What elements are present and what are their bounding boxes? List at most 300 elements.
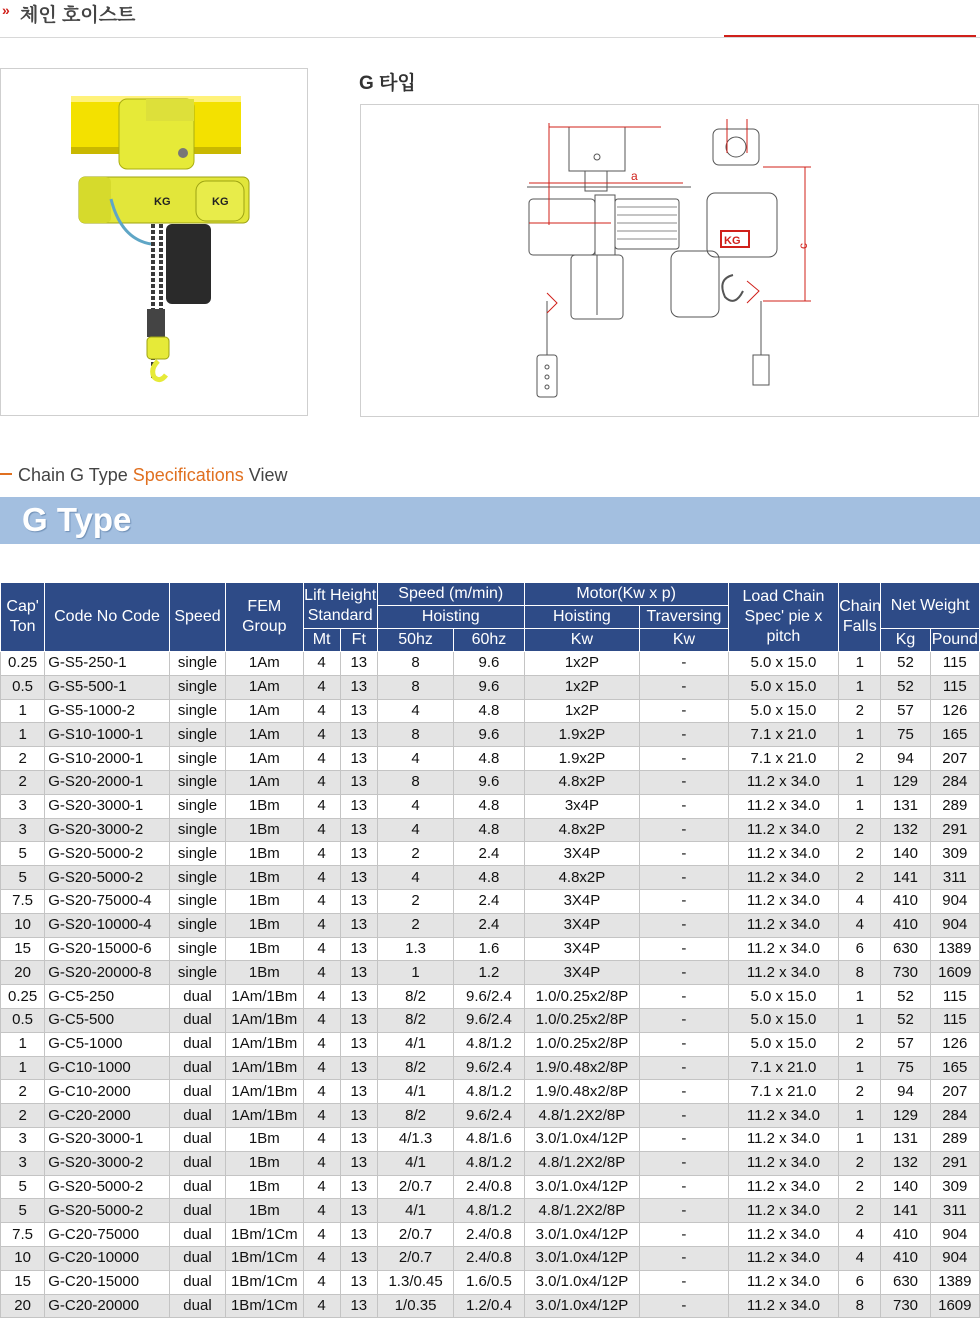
table-cell: 1Bm xyxy=(226,1199,303,1223)
table-cell: G-S20-5000-2 xyxy=(45,842,170,866)
table-cell: 2/0.7 xyxy=(377,1223,453,1247)
table-cell: 1Bm/1Cm xyxy=(226,1246,303,1270)
table-cell: 131 xyxy=(881,1127,930,1151)
table-cell: - xyxy=(640,842,728,866)
table-cell: 1Bm xyxy=(226,961,303,985)
table-cell: dual xyxy=(169,1270,225,1294)
table-cell: 11.2 x 34.0 xyxy=(728,842,839,866)
table-row xyxy=(1,1127,980,1151)
table-cell: 52 xyxy=(881,985,930,1009)
table-cell: 4 xyxy=(377,699,453,723)
table-cell: 9.6/2.4 xyxy=(454,985,524,1009)
table-cell: single xyxy=(169,913,225,937)
table-cell: 1609 xyxy=(930,961,979,985)
table-cell: G-C20-15000 xyxy=(45,1270,170,1294)
table-cell: 1 xyxy=(839,652,881,676)
table-cell: 4 xyxy=(303,747,340,771)
table-cell: 5 xyxy=(1,866,45,890)
table-cell: single xyxy=(169,818,225,842)
table-cell: G-C5-250 xyxy=(45,985,170,1009)
table-cell: 5.0 x 15.0 xyxy=(728,1008,839,1032)
col-pound: Pound xyxy=(930,629,979,652)
table-cell: 9.6 xyxy=(454,770,524,794)
table-cell: 11.2 x 34.0 xyxy=(728,1127,839,1151)
table-cell: dual xyxy=(169,1104,225,1128)
table-cell: - xyxy=(640,961,728,985)
col-kg: Kg xyxy=(881,629,930,652)
table-cell: 4 xyxy=(303,1032,340,1056)
table-cell: 13 xyxy=(340,1056,377,1080)
double-chevron-icon: » xyxy=(2,2,8,18)
table-cell: 3X4P xyxy=(524,889,640,913)
table-cell: 11.2 x 34.0 xyxy=(728,889,839,913)
spec-table xyxy=(0,582,980,1318)
table-cell: 1 xyxy=(839,675,881,699)
table-cell: dual xyxy=(169,1199,225,1223)
table-cell: dual xyxy=(169,1008,225,1032)
table-cell: 1.9/0.48x2/8P xyxy=(524,1080,640,1104)
table-cell: 7.1 x 21.0 xyxy=(728,1056,839,1080)
table-cell: 311 xyxy=(930,1199,979,1223)
table-cell: 904 xyxy=(930,1223,979,1247)
title-divider xyxy=(0,37,980,38)
table-cell: 4 xyxy=(303,652,340,676)
table-cell: 4 xyxy=(303,985,340,1009)
col-motor: Motor(Kw x p) xyxy=(524,583,728,606)
table-cell: G-C5-1000 xyxy=(45,1032,170,1056)
table-cell: 13 xyxy=(340,866,377,890)
table-cell: - xyxy=(640,818,728,842)
table-cell: 141 xyxy=(881,866,930,890)
table-cell: 3.0/1.0x4/12P xyxy=(524,1175,640,1199)
table-cell: - xyxy=(640,699,728,723)
table-row xyxy=(1,1270,980,1294)
table-cell: 2 xyxy=(839,1151,881,1175)
table-cell: 7.5 xyxy=(1,889,45,913)
table-row xyxy=(1,1032,980,1056)
table-cell: 1.3 xyxy=(377,937,453,961)
table-cell: 3.0/1.0x4/12P xyxy=(524,1127,640,1151)
table-cell: 8 xyxy=(377,723,453,747)
table-cell: 3 xyxy=(1,1127,45,1151)
table-cell: - xyxy=(640,675,728,699)
table-cell: 4 xyxy=(303,1104,340,1128)
table-cell: 11.2 x 34.0 xyxy=(728,1199,839,1223)
table-cell: 309 xyxy=(930,1175,979,1199)
table-cell: - xyxy=(640,1127,728,1151)
col-hoisting: Hoisting xyxy=(377,606,524,629)
table-cell: 1.0/0.25x2/8P xyxy=(524,1032,640,1056)
table-cell: 4.8/1.2 xyxy=(454,1080,524,1104)
table-cell: 1 xyxy=(1,723,45,747)
table-cell: 1 xyxy=(1,1032,45,1056)
table-cell: 13 xyxy=(340,818,377,842)
table-cell: 13 xyxy=(340,1175,377,1199)
table-row xyxy=(1,1104,980,1128)
table-cell: 13 xyxy=(340,652,377,676)
table-cell: 141 xyxy=(881,1199,930,1223)
table-cell: 13 xyxy=(340,1127,377,1151)
table-cell: 1 xyxy=(839,770,881,794)
table-cell: 2 xyxy=(839,699,881,723)
page-title: 체인 호이스트 xyxy=(20,5,136,26)
table-cell: 4 xyxy=(839,913,881,937)
table-row xyxy=(1,1056,980,1080)
col-lift: Lift Height Standard xyxy=(303,583,377,629)
table-cell: 52 xyxy=(881,652,930,676)
table-cell: 311 xyxy=(930,866,979,890)
table-cell: G-S5-1000-2 xyxy=(45,699,170,723)
table-cell: 1.2/0.4 xyxy=(454,1294,524,1318)
table-row xyxy=(1,794,980,818)
table-cell: 7.5 xyxy=(1,1223,45,1247)
table-cell: - xyxy=(640,1246,728,1270)
table-cell: 11.2 x 34.0 xyxy=(728,866,839,890)
table-cell: 630 xyxy=(881,937,930,961)
table-cell: 1x2P xyxy=(524,652,640,676)
table-cell: 140 xyxy=(881,1175,930,1199)
table-cell: 2 xyxy=(839,818,881,842)
table-cell: G-S20-2000-1 xyxy=(45,770,170,794)
table-cell: dual xyxy=(169,1223,225,1247)
table-cell: 9.6/2.4 xyxy=(454,1008,524,1032)
table-cell: 11.2 x 34.0 xyxy=(728,1104,839,1128)
table-cell: - xyxy=(640,747,728,771)
table-cell: 20 xyxy=(1,961,45,985)
table-cell: 1Am/1Bm xyxy=(226,1080,303,1104)
table-cell: 4/1.3 xyxy=(377,1127,453,1151)
product-photo xyxy=(0,68,308,416)
table-cell: 1 xyxy=(839,723,881,747)
table-row xyxy=(1,1223,980,1247)
table-cell: 115 xyxy=(930,652,979,676)
table-cell: 4 xyxy=(303,866,340,890)
table-cell: G-S20-15000-6 xyxy=(45,937,170,961)
table-cell: 13 xyxy=(340,937,377,961)
table-row xyxy=(1,1151,980,1175)
table-cell: 4 xyxy=(303,1199,340,1223)
table-cell: 1Bm/1Cm xyxy=(226,1294,303,1318)
table-row xyxy=(1,675,980,699)
table-cell: 5.0 x 15.0 xyxy=(728,1032,839,1056)
table-cell: 1 xyxy=(839,1008,881,1032)
col-cap: Cap' Ton xyxy=(1,583,45,652)
table-cell: - xyxy=(640,889,728,913)
table-cell: 1 xyxy=(1,699,45,723)
table-cell: 4 xyxy=(303,675,340,699)
table-cell: dual xyxy=(169,1056,225,1080)
table-cell: 13 xyxy=(340,699,377,723)
table-cell: G-S20-20000-8 xyxy=(45,961,170,985)
dimension-diagram xyxy=(360,104,979,417)
table-cell: 3x4P xyxy=(524,794,640,818)
table-cell: 13 xyxy=(340,1199,377,1223)
table-cell: 2 xyxy=(377,842,453,866)
table-cell: 4 xyxy=(303,1008,340,1032)
table-cell: G-S20-10000-4 xyxy=(45,913,170,937)
table-cell: 13 xyxy=(340,675,377,699)
col-chain-falls: Chain Falls xyxy=(839,583,881,652)
table-cell: single xyxy=(169,842,225,866)
table-cell: 3.0/1.0x4/12P xyxy=(524,1270,640,1294)
table-cell: 4 xyxy=(303,1246,340,1270)
table-cell: 11.2 x 34.0 xyxy=(728,770,839,794)
table-row xyxy=(1,770,980,794)
table-cell: 5 xyxy=(1,1199,45,1223)
table-cell: 1Bm xyxy=(226,866,303,890)
table-cell: 165 xyxy=(930,1056,979,1080)
col-mt: Mt xyxy=(303,629,340,652)
table-cell: - xyxy=(640,723,728,747)
table-cell: 4.8x2P xyxy=(524,866,640,890)
table-row xyxy=(1,913,980,937)
table-cell: G-S20-5000-2 xyxy=(45,866,170,890)
table-cell: 4 xyxy=(303,1223,340,1247)
table-cell: 730 xyxy=(881,1294,930,1318)
table-cell: 11.2 x 34.0 xyxy=(728,1246,839,1270)
table-cell: 4 xyxy=(377,818,453,842)
type-banner-title: G Type xyxy=(22,501,132,538)
table-cell: 207 xyxy=(930,747,979,771)
table-cell: G-C20-2000 xyxy=(45,1104,170,1128)
table-cell: G-C20-75000 xyxy=(45,1223,170,1247)
table-cell: 3 xyxy=(1,794,45,818)
table-cell: 3X4P xyxy=(524,961,640,985)
diagram-logo: KG xyxy=(724,235,741,247)
table-cell: 15 xyxy=(1,937,45,961)
table-cell: dual xyxy=(169,1175,225,1199)
table-cell: 5 xyxy=(1,1175,45,1199)
table-cell: single xyxy=(169,675,225,699)
table-cell: - xyxy=(640,1080,728,1104)
table-cell: 4.8/1.2 xyxy=(454,1032,524,1056)
table-cell: 8 xyxy=(839,961,881,985)
table-cell: 4 xyxy=(839,889,881,913)
table-row xyxy=(1,652,980,676)
table-cell: 4.8/1.2X2/8P xyxy=(524,1151,640,1175)
table-cell: 4 xyxy=(303,699,340,723)
table-cell: 4 xyxy=(303,794,340,818)
table-row xyxy=(1,961,980,985)
table-cell: 5.0 x 15.0 xyxy=(728,985,839,1009)
table-cell: 4.8 xyxy=(454,818,524,842)
table-cell: 126 xyxy=(930,699,979,723)
table-cell: 3.0/1.0x4/12P xyxy=(524,1223,640,1247)
table-cell: G-C20-10000 xyxy=(45,1246,170,1270)
table-cell: 13 xyxy=(340,1080,377,1104)
table-cell: 8/2 xyxy=(377,985,453,1009)
table-cell: 15 xyxy=(1,1270,45,1294)
table-cell: 4.8/1.2X2/8P xyxy=(524,1104,640,1128)
table-cell: 3X4P xyxy=(524,937,640,961)
table-cell: 115 xyxy=(930,985,979,1009)
table-cell: 13 xyxy=(340,961,377,985)
table-cell: 13 xyxy=(340,985,377,1009)
table-cell: 75 xyxy=(881,723,930,747)
table-cell: G-C20-20000 xyxy=(45,1294,170,1318)
table-cell: 1Bm xyxy=(226,794,303,818)
table-cell: 1/0.35 xyxy=(377,1294,453,1318)
table-cell: 4/1 xyxy=(377,1151,453,1175)
table-cell: 2 xyxy=(1,747,45,771)
table-cell: 630 xyxy=(881,1270,930,1294)
table-cell: G-S10-1000-1 xyxy=(45,723,170,747)
table-cell: 13 xyxy=(340,1294,377,1318)
table-cell: 1 xyxy=(839,985,881,1009)
table-cell: 4 xyxy=(303,818,340,842)
table-cell: 1.9/0.48x2/8P xyxy=(524,1056,640,1080)
table-cell: single xyxy=(169,723,225,747)
table-row xyxy=(1,818,980,842)
table-cell: 1609 xyxy=(930,1294,979,1318)
table-cell: 1Bm xyxy=(226,889,303,913)
table-cell: 13 xyxy=(340,1008,377,1032)
table-cell: G-C10-2000 xyxy=(45,1080,170,1104)
table-cell: - xyxy=(640,1032,728,1056)
table-cell: - xyxy=(640,794,728,818)
table-cell: 9.6 xyxy=(454,675,524,699)
table-cell: 4/1 xyxy=(377,1032,453,1056)
col-net-weight: Net Weight xyxy=(881,583,980,629)
table-cell: 1389 xyxy=(930,1270,979,1294)
table-cell: dual xyxy=(169,1151,225,1175)
table-cell: 11.2 x 34.0 xyxy=(728,794,839,818)
table-cell: - xyxy=(640,1151,728,1175)
col-load-chain: Load Chain Spec' pie x pitch xyxy=(728,583,839,652)
table-cell: 4 xyxy=(303,937,340,961)
table-cell: 4 xyxy=(303,1270,340,1294)
table-cell: G-S5-500-1 xyxy=(45,675,170,699)
table-cell: 13 xyxy=(340,1223,377,1247)
table-cell: 94 xyxy=(881,747,930,771)
table-cell: 1.6/0.5 xyxy=(454,1270,524,1294)
table-cell: 1Bm xyxy=(226,1175,303,1199)
table-cell: 5 xyxy=(1,842,45,866)
col-speed: Speed xyxy=(169,583,225,652)
table-cell: dual xyxy=(169,1080,225,1104)
table-cell: 1Am/1Bm xyxy=(226,1056,303,1080)
table-cell: 1x2P xyxy=(524,699,640,723)
table-cell: 284 xyxy=(930,770,979,794)
table-cell: 1Bm xyxy=(226,818,303,842)
table-cell: 52 xyxy=(881,675,930,699)
table-cell: 4.8/1.2 xyxy=(454,1199,524,1223)
table-row xyxy=(1,1175,980,1199)
table-cell: 904 xyxy=(930,889,979,913)
table-row xyxy=(1,985,980,1009)
table-cell: 2 xyxy=(377,889,453,913)
table-cell: 3 xyxy=(1,1151,45,1175)
table-cell: 13 xyxy=(340,1246,377,1270)
table-cell: 1 xyxy=(377,961,453,985)
col-speed-mmin: Speed (m/min) xyxy=(377,583,524,606)
table-cell: 7.1 x 21.0 xyxy=(728,723,839,747)
table-cell: 2 xyxy=(1,1104,45,1128)
table-cell: - xyxy=(640,1175,728,1199)
table-cell: 5.0 x 15.0 xyxy=(728,652,839,676)
table-cell: 11.2 x 34.0 xyxy=(728,937,839,961)
table-cell: - xyxy=(640,1294,728,1318)
table-cell: 289 xyxy=(930,794,979,818)
table-cell: 13 xyxy=(340,1032,377,1056)
table-cell: 13 xyxy=(340,1270,377,1294)
table-cell: 1Am xyxy=(226,723,303,747)
table-cell: 1Am/1Bm xyxy=(226,1008,303,1032)
table-cell: 1Am xyxy=(226,770,303,794)
table-row xyxy=(1,1246,980,1270)
table-row xyxy=(1,1080,980,1104)
table-cell: G-S20-3000-2 xyxy=(45,1151,170,1175)
table-cell: 410 xyxy=(881,889,930,913)
table-cell: dual xyxy=(169,1127,225,1151)
table-cell: 1 xyxy=(839,1104,881,1128)
table-cell: 2 xyxy=(839,842,881,866)
table-cell: - xyxy=(640,1223,728,1247)
table-cell: single xyxy=(169,937,225,961)
table-cell: 2 xyxy=(1,1080,45,1104)
heading-dash-icon xyxy=(0,473,12,475)
table-cell: 2.4 xyxy=(454,913,524,937)
table-cell: 2.4 xyxy=(454,842,524,866)
table-cell: - xyxy=(640,770,728,794)
table-cell: 4/1 xyxy=(377,1080,453,1104)
spec-heading: Chain G Type Specifications View xyxy=(0,465,288,486)
table-cell: 1Am xyxy=(226,652,303,676)
table-cell: 13 xyxy=(340,770,377,794)
table-cell: 2 xyxy=(839,1199,881,1223)
col-kw-traversing: Kw xyxy=(640,629,728,652)
table-cell: 57 xyxy=(881,699,930,723)
table-cell: 57 xyxy=(881,1032,930,1056)
col-ft: Ft xyxy=(340,629,377,652)
table-cell: 4 xyxy=(303,913,340,937)
table-cell: 4.8 xyxy=(454,866,524,890)
table-cell: 4.8 xyxy=(454,794,524,818)
table-cell: single xyxy=(169,866,225,890)
table-cell: 2 xyxy=(839,1175,881,1199)
table-cell: - xyxy=(640,652,728,676)
table-cell: 1Bm xyxy=(226,913,303,937)
table-cell: G-S20-5000-2 xyxy=(45,1199,170,1223)
table-cell: 4 xyxy=(377,747,453,771)
table-cell: 1Bm xyxy=(226,1127,303,1151)
table-cell: 8 xyxy=(377,770,453,794)
table-cell: 6 xyxy=(839,1270,881,1294)
table-cell: 13 xyxy=(340,723,377,747)
table-cell: - xyxy=(640,913,728,937)
table-cell: 1Am xyxy=(226,747,303,771)
table-cell: 0.5 xyxy=(1,1008,45,1032)
table-cell: 1.9x2P xyxy=(524,723,640,747)
table-cell: 11.2 x 34.0 xyxy=(728,1270,839,1294)
table-cell: 4 xyxy=(303,961,340,985)
table-cell: 13 xyxy=(340,889,377,913)
table-cell: 4.8 xyxy=(454,747,524,771)
table-cell: 6 xyxy=(839,937,881,961)
table-cell: 3X4P xyxy=(524,913,640,937)
table-cell: 207 xyxy=(930,1080,979,1104)
table-cell: 0.25 xyxy=(1,985,45,1009)
table-cell: 1Am xyxy=(226,675,303,699)
table-cell: 1 xyxy=(839,1127,881,1151)
table-cell: G-S20-3000-1 xyxy=(45,1127,170,1151)
table-row xyxy=(1,1199,980,1223)
table-cell: 11.2 x 34.0 xyxy=(728,961,839,985)
table-cell: 4 xyxy=(303,1294,340,1318)
table-cell: single xyxy=(169,652,225,676)
table-cell: 11.2 x 34.0 xyxy=(728,1223,839,1247)
table-cell: 4 xyxy=(377,794,453,818)
